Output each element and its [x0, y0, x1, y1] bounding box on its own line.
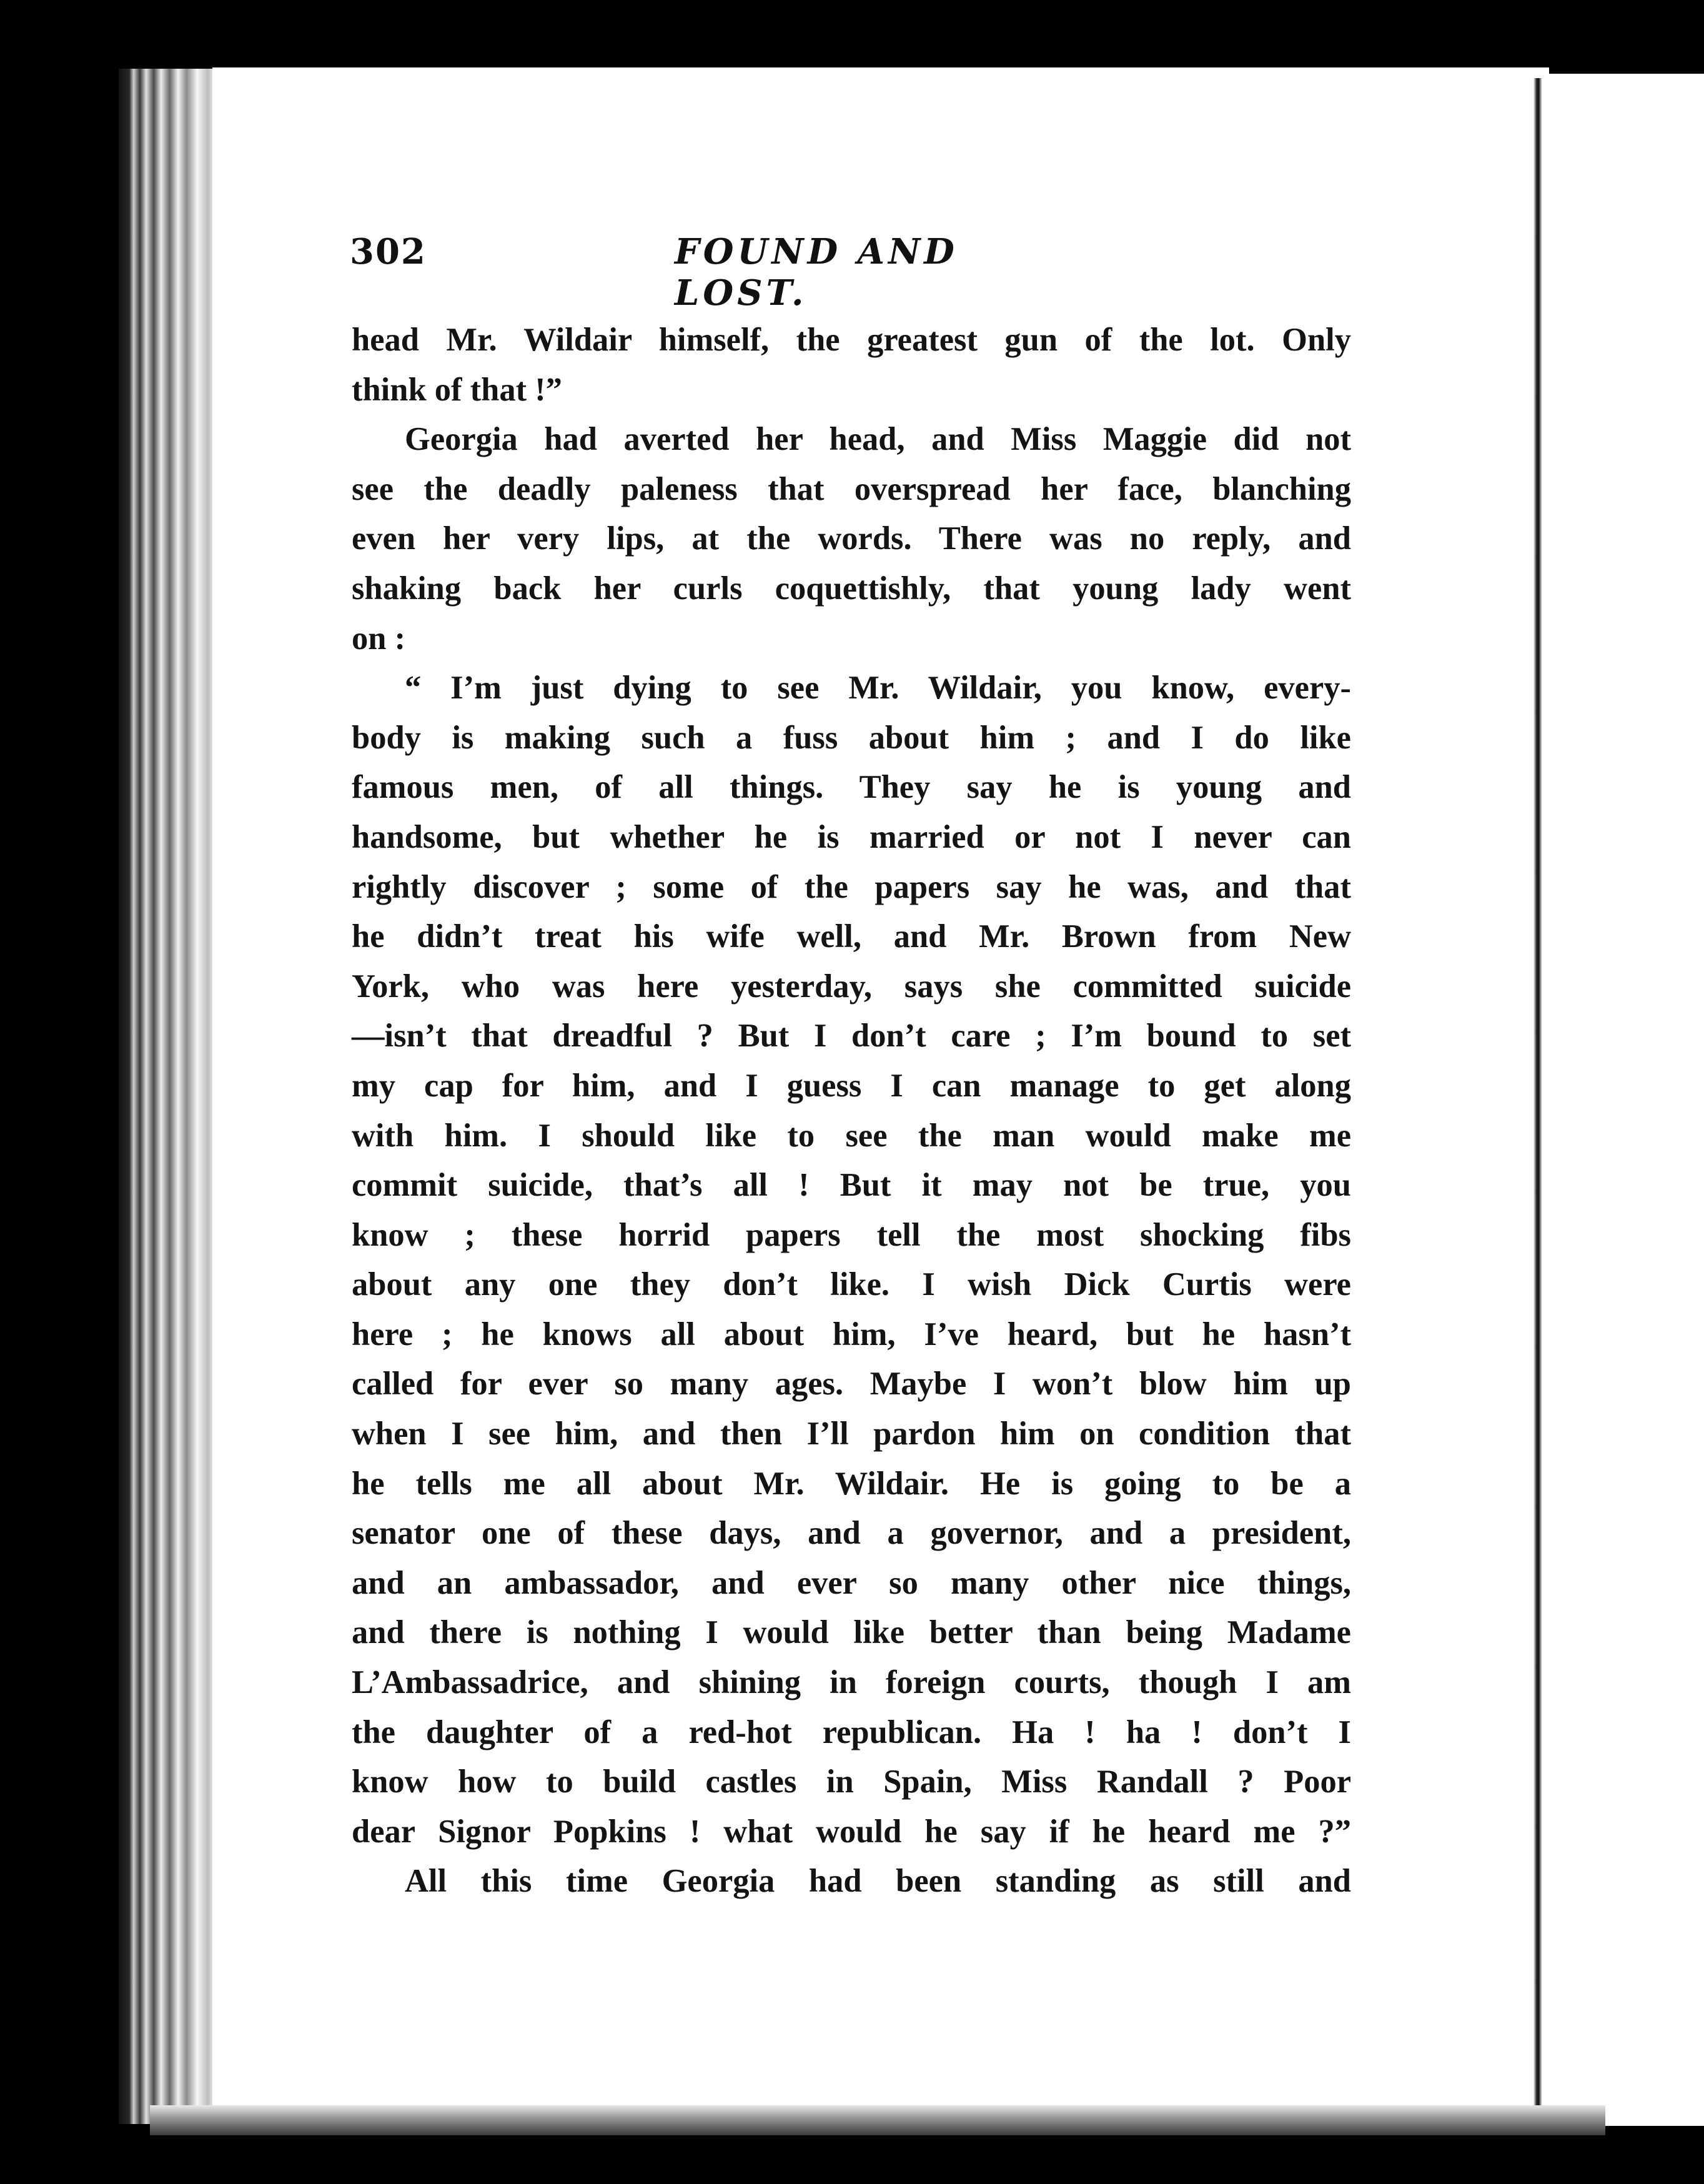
page-fold	[1533, 78, 1542, 2121]
text-line: handsome, but whether he is married or not I never can	[352, 818, 1351, 855]
text-line: he didn’t treat his wife well, and Mr. Brown from New	[352, 918, 1351, 955]
text-line: All this time Georgia had been standing as still and	[405, 1863, 1351, 1900]
text-line: head Mr. Wildair himself, the greatest gun of the lot. Only	[352, 322, 1351, 358]
text-line: York, who was here yesterday, says she committed suicide	[352, 968, 1351, 1005]
text-line: even her very lips, at the words. There was no reply, and	[352, 520, 1351, 557]
text-line: here ; he knows all about him, I’ve heard, but he hasn’t	[352, 1316, 1351, 1353]
text-line: think of that !”	[352, 371, 562, 408]
body-text	[352, 315, 1351, 1907]
scan-speck	[1187, 2143, 1193, 2152]
text-line: shaking back her curls coquettishly, that young lady went	[352, 570, 1351, 607]
text-line: rightly discover ; some of the papers say he was, and that	[352, 868, 1351, 905]
text-line: and there is nothing I would like better than being Madame	[352, 1614, 1351, 1651]
text-line: see the deadly paleness that overspread her face, blanching	[352, 470, 1351, 507]
text-line: he tells me all about Mr. Wildair. He is going to be a	[352, 1465, 1351, 1502]
text-line: on :	[352, 620, 406, 657]
text-line: L’Ambassadrice, and shining in foreign courts, though I am	[352, 1664, 1351, 1701]
text-line: know ; these horrid papers tell the most shocking fibs	[352, 1216, 1351, 1253]
page-edges-stack	[119, 69, 225, 2124]
scan-speck	[57, 1256, 86, 1274]
text-line: my cap for him, and I guess I can manage to get along	[352, 1067, 1351, 1104]
scan-speck	[94, 2080, 100, 2087]
text-line: Georgia had averted her head, and Miss Maggie did not	[405, 421, 1351, 458]
text-line: know how to build castles in Spain, Miss Randall ? Poor	[352, 1764, 1351, 1800]
text-line: dear Signor Popkins ! what would he say if he heard me ?”	[352, 1813, 1351, 1850]
bottom-page-edges	[150, 2105, 1605, 2135]
text-line: body is making such a fuss about him ; and I do like	[352, 719, 1351, 756]
text-line: famous men, of all things. They say he is young and	[352, 769, 1351, 806]
text-line: called for ever so many ages. Maybe I won’t blow him up	[352, 1366, 1351, 1402]
text-line: senator one of these days, and a governor, and a president,	[352, 1515, 1351, 1552]
text-line: with him. I should like to see the man would make me	[352, 1117, 1351, 1154]
book-title: FOUND AND LOST.	[675, 231, 958, 314]
text-line: when I see him, and then I’ll pardon him on condition that	[352, 1416, 1351, 1452]
text-line: the daughter of a red-hot republican. Ha ! ha ! don’t I	[352, 1714, 1351, 1750]
text-line: commit suicide, that’s all ! But it may not be true, you	[352, 1167, 1351, 1204]
text-line: “ I’m just dying to see Mr. Wildair, you know, every-	[405, 670, 1351, 707]
running-head	[350, 231, 1068, 314]
text-line: about any one they don’t like. I wish Dick Curtis were	[352, 1266, 1351, 1303]
page-number: 302	[350, 231, 427, 272]
text-line: and an ambassador, and ever so many other nice things,	[352, 1564, 1351, 1601]
right-page-edge	[1543, 74, 1704, 2126]
text-line: —isn’t that dreadful ? But I don’t care ; I’m bound to set	[352, 1018, 1351, 1055]
